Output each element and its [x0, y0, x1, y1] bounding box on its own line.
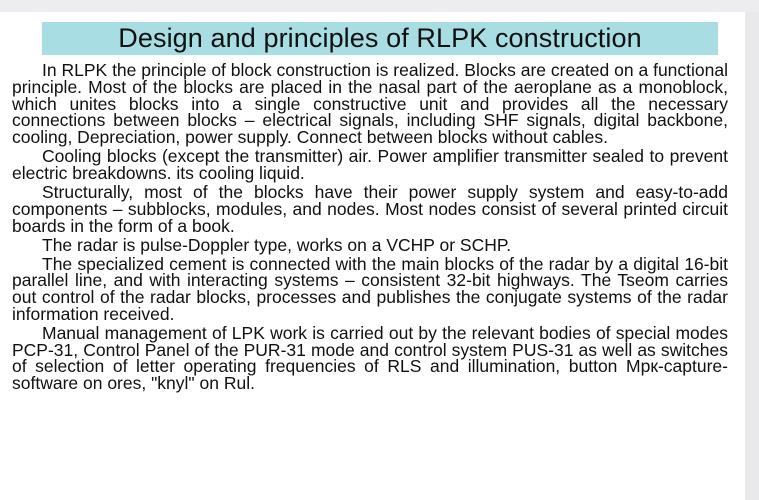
slide-page	[0, 12, 745, 500]
slide-body	[12, 62, 728, 394]
right-margin	[745, 12, 759, 500]
top-strip	[0, 0, 759, 12]
title-banner	[42, 22, 718, 55]
paragraph-digital-connection: The specialized cement is connected with the main blocks of the radar by a digital 16-bit parallel line, and with interacting systems – consistent 32-bit highways. The Tseom carries out control of the radar blocks, processes and publishes the conjugate systems of the radar information received.	[12, 253, 728, 324]
paragraph-cooling: Cooling blocks (except the transmitter) air. Power amplifier transmitter sealed to prevent electric breakdowns. its cooling liquid.	[12, 146, 728, 183]
slide-title: Design and principles of RLPK construction	[118, 23, 642, 53]
paragraph-block-construction: In RLPK the principle of block construction is realized. Blocks are created on a functional principle. Most of the blocks are placed in the nasal part of the aeroplane as a monoblock, which unites blocks into a single constructive unit and provides all the necessary connections between blocks – electrical signals, including SHF signals, digital backbone, cooling, Depreciation, power supply. Connect between blocks without cables.	[12, 60, 728, 148]
paragraph-radar-type: The radar is pulse-Doppler type, works on a VCHP or SCHP.	[42, 234, 512, 255]
paragraph-structure: Structurally, most of the blocks have their power supply system and easy-to-add components – subblocks, modules, and nodes. Most nodes consist of several printed circuit boards in the form of a book.	[12, 181, 728, 236]
paragraph-manual-management: Manual management of LPK work is carried out by the relevant bodies of special modes PCP-31, Control Panel of the PUR-31 mode and control system PUS-31 as well as switches of selection of letter operating frequencies of RLS and illumination, button Мрк-capture-software on ores, "knyl" on Rul.	[12, 322, 728, 394]
